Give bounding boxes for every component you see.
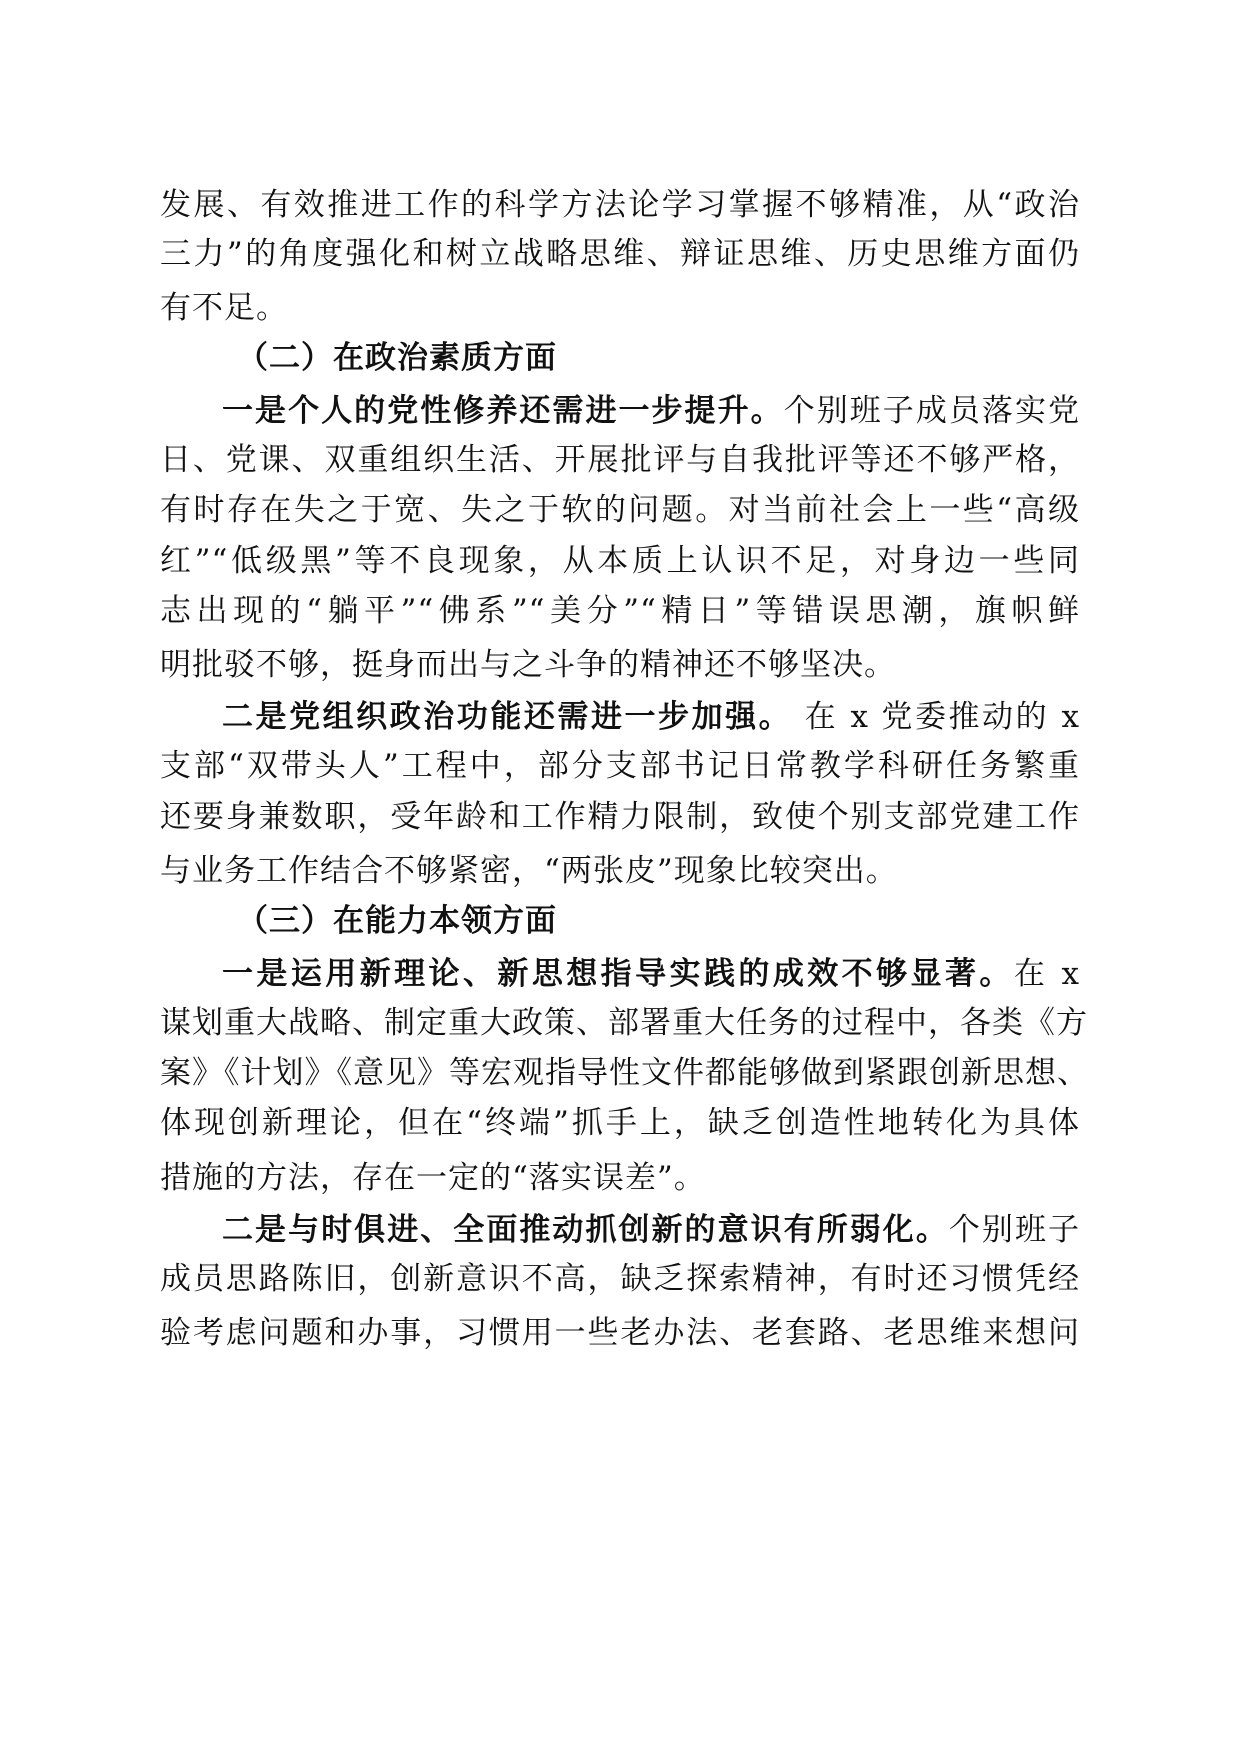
- body-text-line: 还要身兼数职，受年龄和工作精力限制，致使个别支部党建工作: [160, 799, 1080, 835]
- body-text-line: 措施的方法，存在一定的“落实误差”。: [160, 1160, 706, 1196]
- body-text-line: 支部“双带头人”工程中，部分支部书记日常教学科研任务繁重: [160, 748, 1080, 784]
- body-text-line: 明批驳不够，挺身而出与之斗争的精神还不够坚决。: [160, 647, 896, 683]
- point-title: 一是个人的党性修养还需进一步提升。: [222, 393, 784, 429]
- point-text: 在 x: [1013, 956, 1081, 992]
- body-text-line: 志出现的“躺平”“佛系”“美分”“精日”等错误思潮，旗帜鲜: [160, 593, 1080, 629]
- body-text-line: 验考虑问题和办事，习惯用一些老办法、老套路、老思维来想问: [160, 1315, 1080, 1351]
- point-text: 在 x 党委推动的 x: [792, 699, 1080, 735]
- point-title: 一是运用新理论、新思想指导实践的成效不够显著。: [222, 956, 1014, 992]
- body-text-line: 日、党课、双重组织生活、开展批评与自我批评等还不够严格，: [160, 442, 1080, 478]
- section-heading-political-quality: （二）在政治素质方面: [237, 340, 557, 376]
- point-title: 二是与时俱进、全面推动抓创新的意识有所弱化。: [222, 1212, 949, 1248]
- body-text-line: 发展、有效推进工作的科学方法论学习掌握不够精准，从“政治: [160, 187, 1080, 223]
- point-title: 二是党组织政治功能还需进一步加强。: [222, 699, 793, 735]
- body-text-line: 红”“低级黑”等不良现象，从本质上认识不足，对身边一些同: [160, 543, 1080, 579]
- paragraph-opening-line: [222, 1210, 1080, 1250]
- body-text-line: 有时存在失之于宽、失之于软的问题。对当前社会上一些“高级: [160, 492, 1080, 528]
- body-text-line: 三力”的角度强化和树立战略思维、辩证思维、历史思维方面仍: [160, 236, 1080, 272]
- paragraph-opening-line: [222, 391, 1080, 431]
- body-text-line: 有不足。: [160, 290, 288, 326]
- paragraph-opening-line: [222, 954, 1080, 994]
- point-text: 个别班子成员落实党: [783, 393, 1081, 429]
- body-text-line: 案》《计划》《意见》等宏观指导性文件都能够做到紧跟创新思想、: [160, 1055, 1089, 1091]
- point-text: 个别班子: [948, 1212, 1081, 1248]
- body-text-line: 谋划重大战略、制定重大政策、部署重大任务的过程中，各类《方: [160, 1005, 1088, 1041]
- section-heading-ability: （三）在能力本领方面: [237, 903, 557, 939]
- body-text-line: 成员思路陈旧，创新意识不高，缺乏探索精神，有时还习惯凭经: [160, 1261, 1080, 1297]
- body-text-line: 体现创新理论，但在“终端”抓手上，缺乏创造性地转化为具体: [160, 1105, 1080, 1141]
- paragraph-opening-line: [222, 697, 1080, 737]
- body-text-line: 与业务工作结合不够紧密，“两张皮”现象比较突出。: [160, 853, 898, 889]
